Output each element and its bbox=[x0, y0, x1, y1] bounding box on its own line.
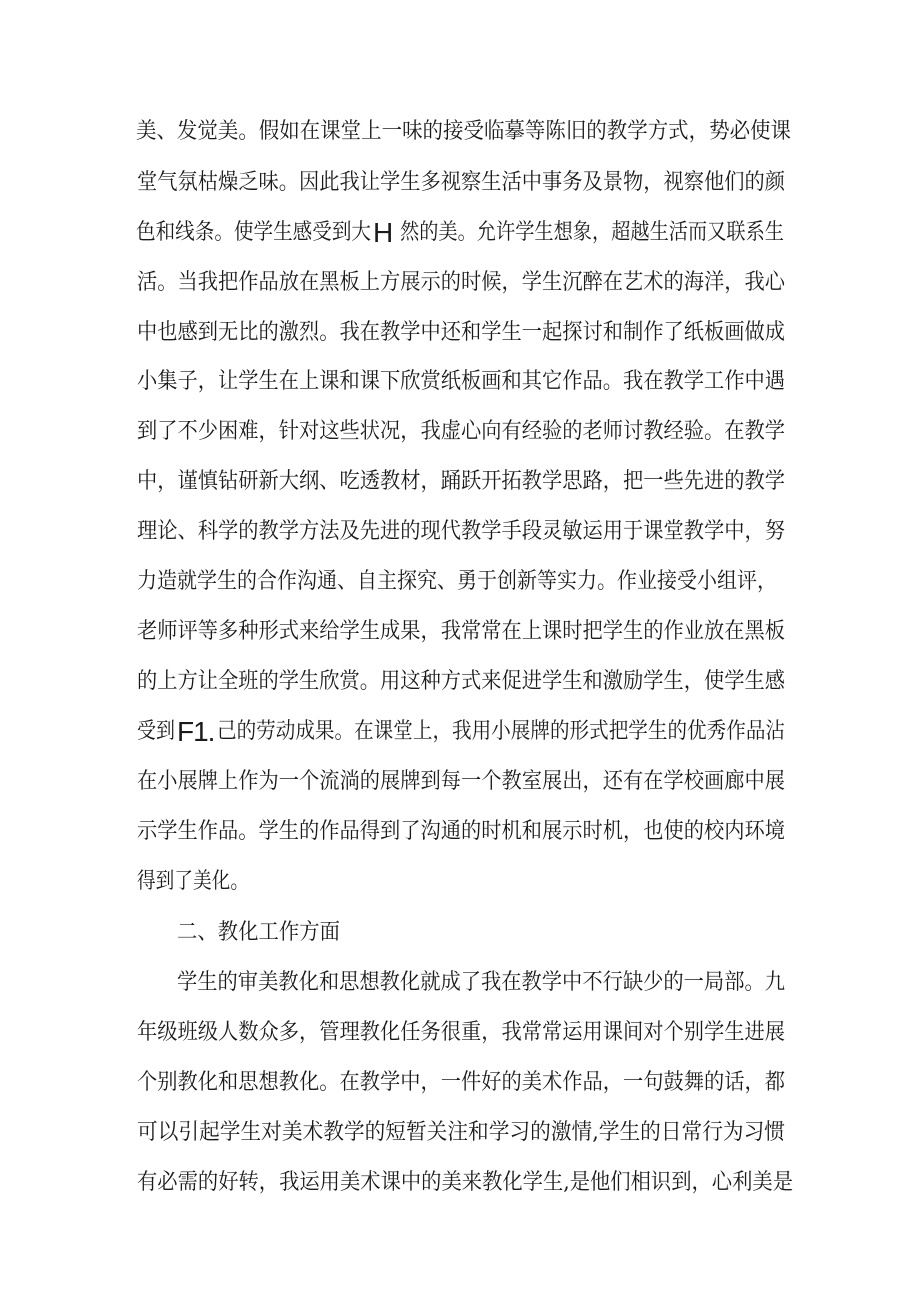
paragraph-2-line-3: 个别教化和思想教化。在教学中，一件好的美术作品，一句鼓舞的话，都 bbox=[137, 1070, 785, 1095]
paragraph-1-line-10: 力造就学生的合作沟通、自主探究、勇于创新等实力。作业接受小组评， bbox=[137, 569, 777, 594]
paragraph-1-line-7: 到了不少困难，针对这些状况，我虚心向有经验的老师讨教经验。在教学 bbox=[137, 419, 785, 444]
paragraph-1-line-15: 示学生作品。学生的作品得到了沟通的时机和展示时机，也使的校内环境 bbox=[137, 819, 785, 844]
paragraph-1-line-9: 理论、科学的教学方法及先进的现代教学手段灵敏运用于课堂教学中，努 bbox=[137, 519, 785, 544]
paragraph-2-line-2: 年级班级人数众多，管理教化任务很重，我常常运用课间对个别学生进展 bbox=[137, 1020, 785, 1045]
paragraph-1-line-13: 受到 F1. 己的劳动成果。在课堂上，我用小展牌的形式把学生的优秀作品沾 bbox=[137, 716, 785, 747]
section-heading: 二、教化工作方面 bbox=[177, 920, 340, 945]
paragraph-1-line-16: 得到了美化。 bbox=[137, 869, 249, 894]
paragraph-1-line-1: 美、发觉美。假如在课堂上一味的接受临摹等陈旧的教学方式，势必使课 bbox=[136, 119, 791, 144]
ocr-glyph-h: H bbox=[373, 217, 393, 248]
paragraph-1-line-5: 中也感到无比的激烈。我在教学中还和学生一起探讨和制作了纸板画做成 bbox=[137, 320, 785, 345]
paragraph-2-line-5: 有必需的好转，我运用美术课中的美来教化学生,是他们相识到，心利美是 bbox=[137, 1170, 793, 1195]
paragraph-1-line-2: 堂气氛枯燥乏味。因此我让学生多视察生活中事务及景物，视察他们的颜 bbox=[137, 170, 785, 195]
paragraph-1-line-3: 色和线条。使学生感受到大 H 然的美。允许学生想象，超越生活而又联系生 bbox=[136, 217, 784, 248]
paragraph-1-line-12: 的上方让全班的学生欣赏。用这种方式来促进学生和激励学生，使学生感 bbox=[137, 669, 785, 694]
paragraph-1-line-11: 老师评等多种形式来给学生成果，我常常在上课时把学生的作业放在黑板 bbox=[137, 619, 785, 644]
paragraph-2-line-4: 可以引起学生对美术教学的短暂关注和学习的激情,学生的日常行为习惯 bbox=[137, 1120, 785, 1145]
ocr-glyph-f1: F1. bbox=[177, 716, 215, 747]
paragraph-2-line-1: 学生的审美教化和思想教化就成了我在教学中不行缺少的一局部。九 bbox=[177, 970, 785, 995]
paragraph-1-line-4: 活。当我把作品放在黑板上方展示的时候，学生沉醉在艺术的海洋，我心 bbox=[137, 270, 785, 295]
paragraph-1-line-6: 小集子，让学生在上课和课下欣赏纸板画和其它作品。我在教学工作中遇 bbox=[137, 369, 785, 394]
paragraph-1-line-8: 中，谨慎钻研新大纲、吃透教材，踊跃开拓教学思路，把一些先进的教学 bbox=[137, 469, 785, 494]
paragraph-1-line-14: 在小展牌上作为一个流淌的展牌到每一个教室展出，还有在学校画廊中展 bbox=[137, 769, 785, 794]
